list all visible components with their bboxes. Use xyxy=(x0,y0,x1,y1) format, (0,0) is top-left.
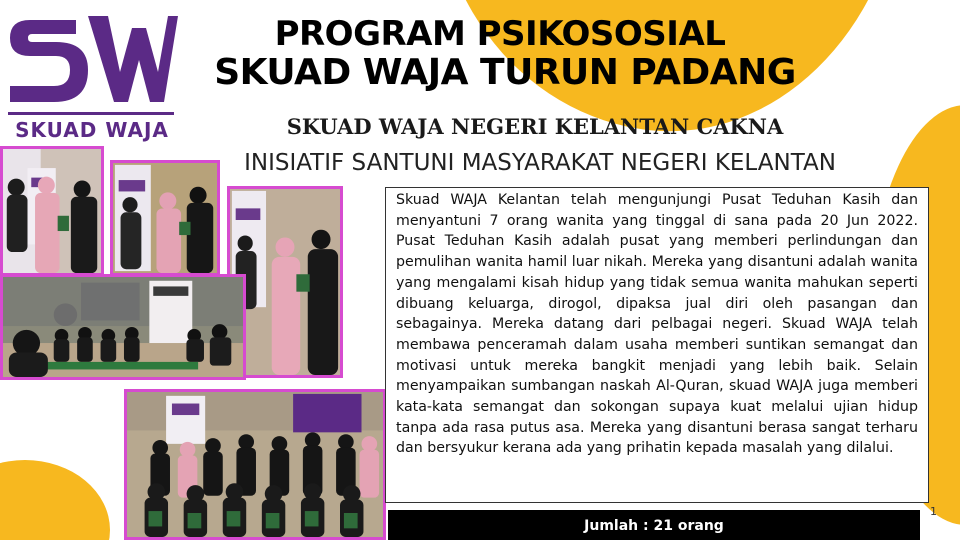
page-number: 1 xyxy=(930,505,937,518)
page-subtitle: SKUAD WAJA NEGERI KELANTAN CAKNA xyxy=(286,114,784,139)
logo-divider xyxy=(8,112,174,115)
group-photo-icon xyxy=(113,163,217,273)
description-box xyxy=(385,187,929,503)
photo-handover-1 xyxy=(0,146,104,276)
total-participants-bar: Jumlah : 21 orang xyxy=(388,510,920,540)
sw-logo-icon xyxy=(4,6,178,110)
group-photo-icon xyxy=(127,392,383,537)
initiative-heading: INISIATIF SANTUNI MASYARAKAT NEGERI KELANTAN xyxy=(244,150,836,176)
photo-handover-2 xyxy=(110,160,220,276)
photo-session-room xyxy=(0,274,246,380)
group-photo-icon xyxy=(3,149,101,273)
page-title-line1: PROGRAM PSIKOSOSIAL xyxy=(274,14,726,54)
page-title-line2: SKUAD WAJA TURUN PADANG xyxy=(214,52,796,93)
group-photo-icon xyxy=(3,277,243,377)
logo-name: SKUAD WAJA xyxy=(15,118,169,142)
decor-blob-bottom-left xyxy=(0,460,110,540)
group-photo-icon xyxy=(230,189,340,375)
photo-group xyxy=(124,389,386,540)
description-paragraph: Skuad WAJA Kelantan telah mengunjungi Pusat Teduhan Kasih dan menyantuni 7 orang wanita yang tinggal di sana pada 20 Jun 2022. Pusat Teduhan Kasih adalah pusat yang memberi perlindungan dan pemulihan wanita hamil luar nikah. Mereka yang disantuni adalah wanita yang mengalami kisah hidup yang tidak semua wanita mahukan seperti dibuang keluarga, dirogol, dipaksa jual diri oleh pasangan dan sebagainya. Mereka datang dari pelbagai negeri. Skuad WAJA telah membawa penceramah dalam usaha memberi suntikan semangat dan motivasi untuk mereka bangkit menjadi yang lebih baik. Selain menyampaikan sumbangan naskah Al-Quran, skuad WAJA juga memberi kata-kata semangat dan sokongan supaya kuat melalui ujian hidup tanpa ada rasa putus asa. Mereka yang disantuni berasa sangat terharu dan bersyukur kerana ada yang prihatin kepada masalah yang dilalui. xyxy=(396,192,918,457)
skuad-waja-logo xyxy=(4,6,178,140)
